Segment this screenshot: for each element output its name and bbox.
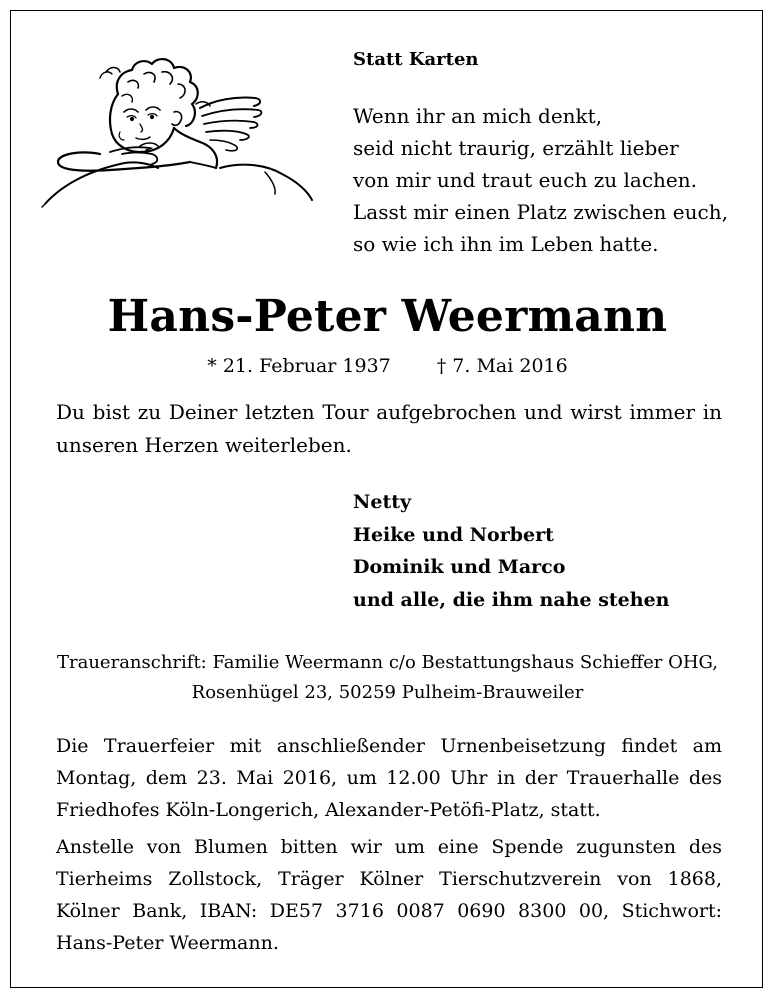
intro-text: Du bist zu Deiner letzten Tour aufgebrochen und wirst immer in unseren Herzen weiterleben. (56, 400, 722, 457)
donation-text: Anstelle von Blumen bitten wir um eine Spende zugunsten des Tierheims Zollstock, Träger Kölner Tierschutzverein von 1868, Kölner Bank, IBAN: DE57 3716 0087 0690 8300 00, Stichwort: Hans-Peter Weermann. (56, 836, 722, 954)
poem-line: Lasst mir einen Platz zwischen euch, (353, 200, 728, 224)
poem-line: seid nicht traurig, erzählt lieber (353, 136, 679, 160)
address-line-1: Traueranschrift: Familie Weermann c/o Bestattungshaus Schieffer OHG, (57, 652, 718, 673)
death-date: † 7. Mai 2016 (436, 355, 568, 377)
deceased-name: Hans-Peter Weermann (107, 291, 668, 342)
statt-karten-heading: Statt Karten (353, 49, 479, 70)
family-line: Dominik und Marco (353, 556, 566, 578)
family-line: Netty (353, 491, 412, 513)
cherub-angel-icon (40, 42, 320, 212)
family-signatures (353, 486, 669, 616)
poem (353, 100, 728, 260)
poem-line: von mir und traut euch zu lachen. (353, 168, 697, 192)
address-line-2: Rosenhügel 23, 50259 Pulheim-Brauweiler (191, 682, 584, 703)
family-line: und alle, die ihm nahe stehen (353, 588, 670, 611)
family-line: Heike und Norbert (353, 523, 554, 546)
life-dates (0, 352, 775, 380)
birth-date: * 21. Februar 1937 (207, 355, 391, 377)
funeral-service-text: Die Trauerfeier mit anschließender Urnenbeisetzung findet am Montag, dem 23. Mai 2016, um 12.00 Uhr in der Trauerhalle des Friedhofes Köln-Longerich, Alexander-Petöfi-Platz, statt. (56, 735, 722, 821)
poem-line: Wenn ihr an mich denkt, (353, 104, 603, 128)
mourning-address (0, 648, 775, 708)
poem-line: so wie ich ihn im Leben hatte. (353, 232, 659, 256)
